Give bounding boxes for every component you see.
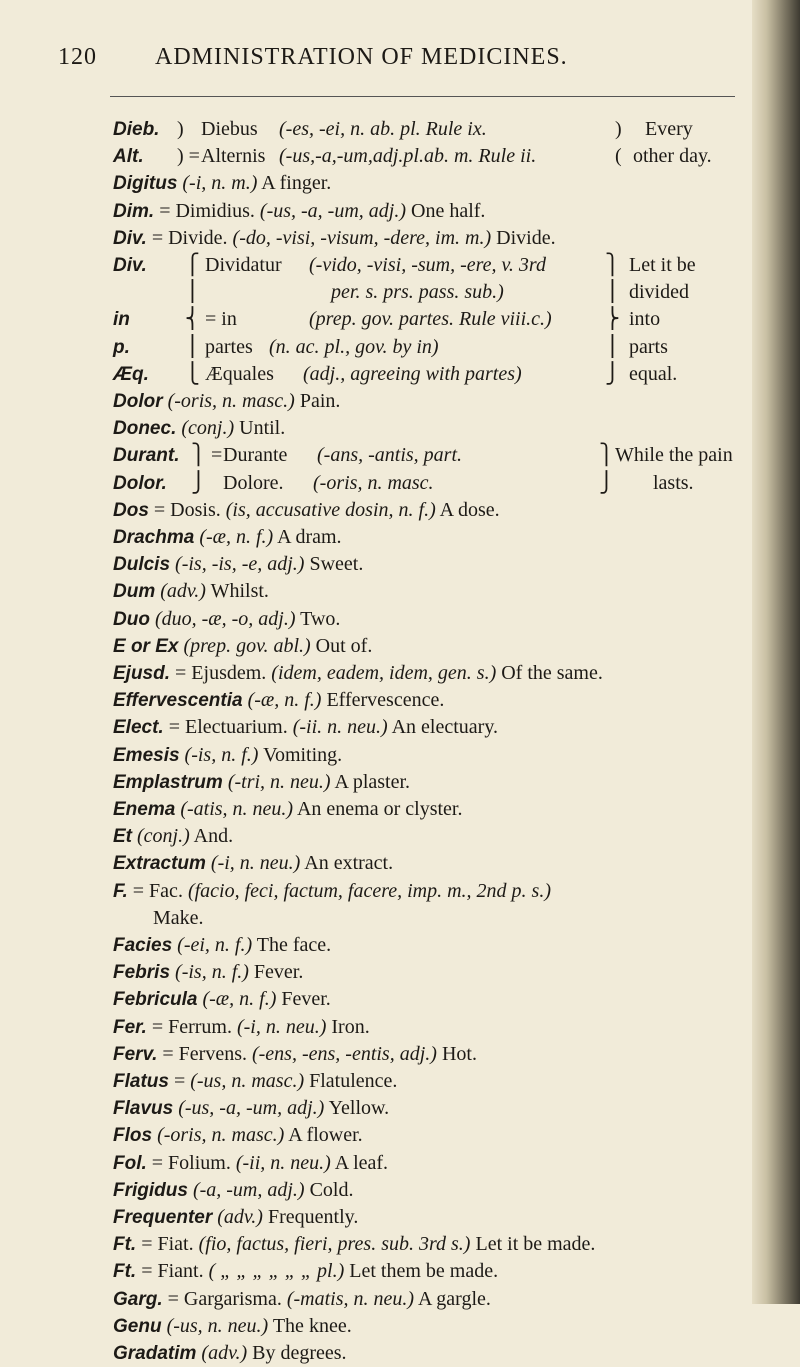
entry-grammar: (-æ, n. f.)	[202, 988, 277, 1011]
entry-meaning: Sweet.	[309, 553, 364, 576]
entry-grammar: (-tri, n. neu.)	[227, 770, 331, 793]
entry-grammar: (-æ, n. f.)	[199, 525, 274, 548]
brace-right: ⎭	[605, 362, 620, 385]
entry-grammar: (adv.)	[217, 1205, 263, 1228]
entry-meaning: divided	[629, 281, 689, 304]
entry-word: Durante	[223, 444, 288, 467]
entry-word: = Folium.	[151, 1151, 231, 1174]
entry-meaning: A gargle.	[417, 1287, 491, 1310]
entry-grammar: (-oris, n. masc.)	[157, 1124, 285, 1147]
entry-line	[113, 1258, 753, 1285]
group-row	[113, 116, 753, 143]
glossary	[113, 116, 753, 1367]
entry-meaning: parts	[629, 335, 668, 358]
entry-line	[113, 606, 753, 633]
entry-line	[113, 1068, 753, 1095]
entry-line	[113, 388, 753, 415]
entry-abbr: Alt.	[113, 146, 144, 168]
brace-left: ⎭	[191, 471, 206, 494]
entry-grammar: ( „ „ „ „ „ „ pl.)	[208, 1260, 345, 1283]
brace-right: ⎪	[605, 281, 620, 304]
brace-left: ⎪	[185, 281, 200, 304]
entry-line	[113, 850, 753, 877]
entry-word: partes	[205, 335, 253, 358]
entry-grammar: (-ii. n. neu.)	[292, 716, 388, 739]
entry-meaning: Whilst.	[210, 580, 269, 603]
entry-line	[113, 932, 753, 959]
entry-grammar: (-is, n. f.)	[184, 743, 259, 766]
entry-grammar: (-i, n. neu.)	[236, 1015, 327, 1038]
page-number: 120	[58, 44, 97, 70]
entry-abbr: Emesis	[113, 744, 180, 766]
running-head: ADMINISTRATION OF MEDICINES.	[155, 44, 568, 70]
entry-word: Diebus	[201, 118, 258, 140]
entry-meaning: An extract.	[304, 852, 394, 875]
entry-line	[113, 687, 753, 714]
entry-meaning: A leaf.	[334, 1151, 389, 1174]
group-row	[113, 143, 753, 170]
entry-grammar: (-æ, n. f.)	[247, 689, 322, 712]
entry-continuation: Make.	[153, 906, 204, 929]
entry-grammar: (-ens, -ens, -entis, adj.)	[251, 1042, 437, 1065]
entry-meaning: Flatulence.	[309, 1069, 398, 1092]
entry-abbr: Enema	[113, 798, 176, 820]
entry-line	[113, 633, 753, 660]
brace-left: )	[177, 118, 184, 140]
entry-meaning: into	[629, 308, 661, 331]
entry-word: Dividatur	[205, 253, 282, 276]
group-row	[113, 470, 753, 497]
group-row	[113, 279, 753, 306]
entry-meaning: While the pain	[615, 444, 733, 467]
entry-meaning: The knee.	[272, 1314, 352, 1337]
group-row	[113, 252, 753, 279]
entry-grammar: (-matis, n. neu.)	[286, 1287, 415, 1310]
brace-left: ⎨	[185, 308, 200, 331]
entry-abbr: Flavus	[113, 1098, 174, 1120]
entry-grammar: (prep. gov. partes. Rule viii.c.)	[309, 308, 552, 331]
entry-abbr: Febris	[113, 962, 171, 984]
entry-grammar: (-is, -is, -e, adj.)	[175, 553, 305, 576]
entry-abbr: Flos	[113, 1125, 153, 1147]
entry-meaning: Every	[645, 118, 693, 140]
entry-abbr: Ejusd.	[113, 662, 171, 684]
entry-grammar: (-us,-a,-um,adj.pl.ab. m. Rule ii.	[279, 145, 537, 168]
entry-meaning: Yellow.	[328, 1097, 390, 1120]
entry-abbr: Extractum	[113, 853, 206, 875]
entry-word: = Ejusdem.	[175, 661, 267, 684]
entry-grammar: (-i, n. m.)	[182, 172, 258, 195]
entry-group-dieb	[113, 116, 753, 170]
entry-grammar: (-ii, n. neu.)	[235, 1151, 331, 1174]
entry-meaning: lasts.	[653, 471, 694, 494]
entry-line	[113, 1340, 753, 1367]
entry-grammar: (-us, n. masc.)	[190, 1069, 305, 1092]
entry-abbr: Fol.	[113, 1152, 147, 1174]
entry-word: Dolore.	[223, 471, 284, 494]
entry-grammar: (-ei, n. f.)	[177, 933, 253, 956]
entry-meaning: A dose.	[439, 498, 500, 521]
entry-line	[113, 1231, 753, 1258]
entry-meaning: other day.	[633, 145, 712, 168]
entry-line	[113, 1014, 753, 1041]
entry-word: = Fiant.	[141, 1260, 204, 1283]
entry-grammar: (-oris, n. masc.	[313, 471, 434, 494]
entry-abbr: in	[113, 309, 130, 331]
entry-grammar: (-us, -a, -um, adj.)	[178, 1097, 325, 1120]
entry-abbr: Dum	[113, 581, 156, 603]
entry-abbr: Digitus	[113, 173, 178, 195]
entry-meaning: Until.	[239, 417, 286, 440]
entry-abbr: Effervescentia	[113, 690, 243, 712]
entry-grammar: (adj., agreeing with partes)	[303, 362, 522, 385]
entry-word: Æquales	[205, 362, 274, 385]
entry-grammar: (-i, n. neu.)	[210, 852, 301, 875]
entry-grammar: (-us, n. neu.)	[166, 1314, 269, 1337]
entry-grammar: (n. ac. pl., gov. by in)	[269, 335, 439, 358]
entry-line	[113, 225, 753, 252]
entry-abbr: Dos	[113, 499, 149, 521]
entry-meaning: Let it be made.	[475, 1233, 596, 1256]
entry-line	[113, 1313, 753, 1340]
header-rule	[110, 96, 735, 97]
entry-grammar: (-us, -a, -um, adj.)	[259, 199, 407, 222]
entry-line	[113, 1122, 753, 1149]
brace-left: ⎫ =	[191, 444, 223, 467]
entry-line	[113, 660, 753, 687]
entry-word: = Dosis.	[153, 498, 221, 521]
entry-grammar: (-oris, n. masc.)	[167, 389, 295, 412]
entry-line	[113, 823, 753, 850]
brace-right: ⎫	[605, 253, 620, 276]
entry-grammar: (-a, -um, adj.)	[192, 1178, 305, 1201]
entry-grammar: (conj.)	[137, 825, 190, 848]
entry-line	[113, 986, 753, 1013]
entry-abbr: Dulcis	[113, 554, 171, 576]
entry-grammar: (-ans, -antis, part.	[317, 444, 462, 467]
entry-meaning: Fever.	[281, 988, 331, 1011]
entry-meaning: Of the same.	[501, 661, 603, 684]
group-row	[113, 442, 753, 469]
entry-abbr: F.	[113, 880, 128, 902]
entry-meaning: Fever.	[253, 961, 304, 984]
entry-meaning: A flower.	[288, 1124, 363, 1147]
entry-meaning: And.	[193, 825, 234, 848]
entry-word: = Fac.	[132, 879, 183, 902]
entry-line	[113, 714, 753, 741]
entry-list-c	[113, 497, 753, 905]
entry-abbr: Et	[113, 826, 132, 848]
entry-line	[113, 170, 753, 197]
entry-abbr: Dolor	[113, 390, 163, 412]
entry-meaning: Let them be made.	[349, 1260, 499, 1283]
entry-abbr: Flatus	[113, 1070, 169, 1092]
entry-line	[113, 551, 753, 578]
entry-line	[113, 1150, 753, 1177]
entry-abbr: Donec.	[113, 418, 177, 440]
entry-line	[113, 742, 753, 769]
entry-abbr: Ferv.	[113, 1043, 158, 1065]
brace-left: ⎩	[185, 362, 200, 385]
entry-group-divide	[113, 252, 753, 388]
entry-meaning: Frequently.	[267, 1205, 359, 1228]
entry-grammar: (-vido, -visi, -sum, -ere, v. 3rd	[309, 253, 546, 276]
brace-right: )	[615, 118, 622, 140]
brace-left: ⎪	[185, 335, 200, 358]
entry-meaning: Cold.	[309, 1178, 354, 1201]
entry-meaning: Let it be	[629, 253, 696, 276]
entry-list-d	[113, 932, 753, 1367]
entry-line	[113, 1041, 753, 1068]
entry-word: =	[173, 1069, 186, 1092]
group-row	[113, 334, 753, 361]
entry-line	[113, 198, 753, 225]
brace-left: ⎧	[185, 253, 200, 276]
entry-abbr: Genu	[113, 1315, 162, 1337]
entry-grammar: (conj.)	[181, 417, 235, 440]
brace-right: ⎪	[605, 335, 620, 358]
entry-abbr: p.	[113, 336, 130, 358]
entry-abbr: Div.	[113, 227, 147, 249]
entry-abbr: Gradatim	[113, 1343, 197, 1364]
entry-meaning: equal.	[629, 362, 678, 385]
entry-grammar: (-do, -visi, -visum, -dere, im. m.)	[232, 226, 492, 249]
entry-grammar: per. s. prs. pass. sub.)	[331, 281, 504, 304]
entry-grammar: (is, accusative dosin, n. f.)	[225, 498, 436, 521]
entry-line	[113, 524, 753, 551]
entry-meaning: Pain.	[299, 389, 341, 412]
entry-meaning: Two.	[300, 607, 341, 630]
entry-abbr: Febricula	[113, 989, 198, 1011]
entry-abbr: Ft.	[113, 1261, 137, 1283]
entry-grammar: (duo, -æ, -o, adj.)	[154, 607, 296, 630]
entry-word: = Ferrum.	[151, 1015, 232, 1038]
entry-line	[113, 959, 753, 986]
entry-line	[113, 578, 753, 605]
entry-abbr: Æq.	[113, 363, 149, 385]
entry-abbr: Frequenter	[113, 1206, 213, 1228]
entry-line	[113, 415, 753, 442]
page-edge-shadow	[752, 0, 800, 1304]
entry-word: = Dimidius.	[159, 199, 255, 222]
brace-right: ⎫	[599, 444, 614, 467]
entry-meaning: Divide.	[496, 226, 556, 249]
entry-meaning: Out of.	[315, 634, 373, 657]
entry-grammar: (-is, n. f.)	[175, 961, 249, 984]
entry-group-durant	[113, 442, 753, 496]
brace-right: ⎬	[605, 308, 620, 331]
entry-abbr: Ft.	[113, 1234, 137, 1256]
entry-abbr: Dieb.	[113, 119, 160, 140]
entry-word: = in	[205, 308, 237, 331]
entry-line	[113, 878, 753, 905]
entry-grammar: (prep. gov. abl.)	[183, 634, 311, 657]
entry-grammar: (-es, -ei, n. ab. pl. Rule ix.	[279, 118, 487, 140]
entry-grammar: (adv.)	[160, 580, 206, 603]
entry-meaning: An electuary.	[391, 716, 499, 739]
brace-left: ) =	[177, 145, 200, 168]
entry-abbr: Duo	[113, 608, 150, 630]
entry-line	[113, 1095, 753, 1122]
entry-word: = Electuarium.	[168, 716, 288, 739]
group-row	[113, 361, 753, 388]
entry-abbr: Frigidus	[113, 1179, 188, 1201]
entry-meaning: By degrees.	[252, 1342, 347, 1364]
entry-meaning: Effervescence.	[326, 689, 445, 712]
entry-abbr: Garg.	[113, 1288, 163, 1310]
entry-word: = Fervens.	[162, 1042, 247, 1065]
entry-meaning: The face.	[256, 933, 332, 956]
entry-grammar: (fio, factus, fieri, pres. sub. 3rd s.)	[198, 1233, 471, 1256]
entry-abbr: Dim.	[113, 200, 155, 222]
entry-grammar: (adv.)	[201, 1342, 248, 1364]
entry-meaning: One half.	[411, 199, 486, 222]
entry-meaning: Vomiting.	[263, 743, 343, 766]
entry-grammar: (facio, feci, factum, facere, imp. m., 2nd p. s.)	[187, 879, 552, 902]
entry-line	[113, 1286, 753, 1313]
entry-abbr: Durant.	[113, 445, 180, 467]
brace-right: ⎭	[599, 471, 614, 494]
entry-meaning: A plaster.	[334, 770, 411, 793]
entry-abbr: Facies	[113, 934, 173, 956]
group-row	[113, 306, 753, 333]
entry-meaning: A finger.	[261, 172, 332, 195]
entry-abbr: Emplastrum	[113, 771, 223, 793]
entry-word: = Divide.	[151, 226, 228, 249]
entry-line	[113, 769, 753, 796]
entry-meaning: Hot.	[441, 1042, 477, 1065]
brace-right: (	[615, 145, 622, 168]
entry-meaning: A dram.	[277, 525, 342, 548]
entry-abbr: Drachma	[113, 526, 195, 548]
entry-word: = Fiat.	[141, 1233, 194, 1256]
entry-abbr: Fer.	[113, 1016, 147, 1038]
entry-grammar: (idem, eadem, idem, gen. s.)	[271, 661, 497, 684]
entry-line	[113, 1204, 753, 1231]
entry-word: = Gargarisma.	[167, 1287, 282, 1310]
entry-line	[113, 796, 753, 823]
entry-abbr: Elect.	[113, 717, 164, 739]
entry-abbr: E or Ex	[113, 635, 179, 657]
entry-abbr: Div.	[113, 254, 147, 276]
entry-meaning: Iron.	[331, 1015, 370, 1038]
entry-grammar: (-atis, n. neu.)	[180, 797, 294, 820]
entry-word: Alternis	[201, 145, 266, 168]
entry-abbr: Dolor.	[113, 472, 167, 494]
entry-line	[113, 497, 753, 524]
entry-meaning: An enema or clyster.	[296, 797, 463, 820]
entry-line	[113, 1177, 753, 1204]
